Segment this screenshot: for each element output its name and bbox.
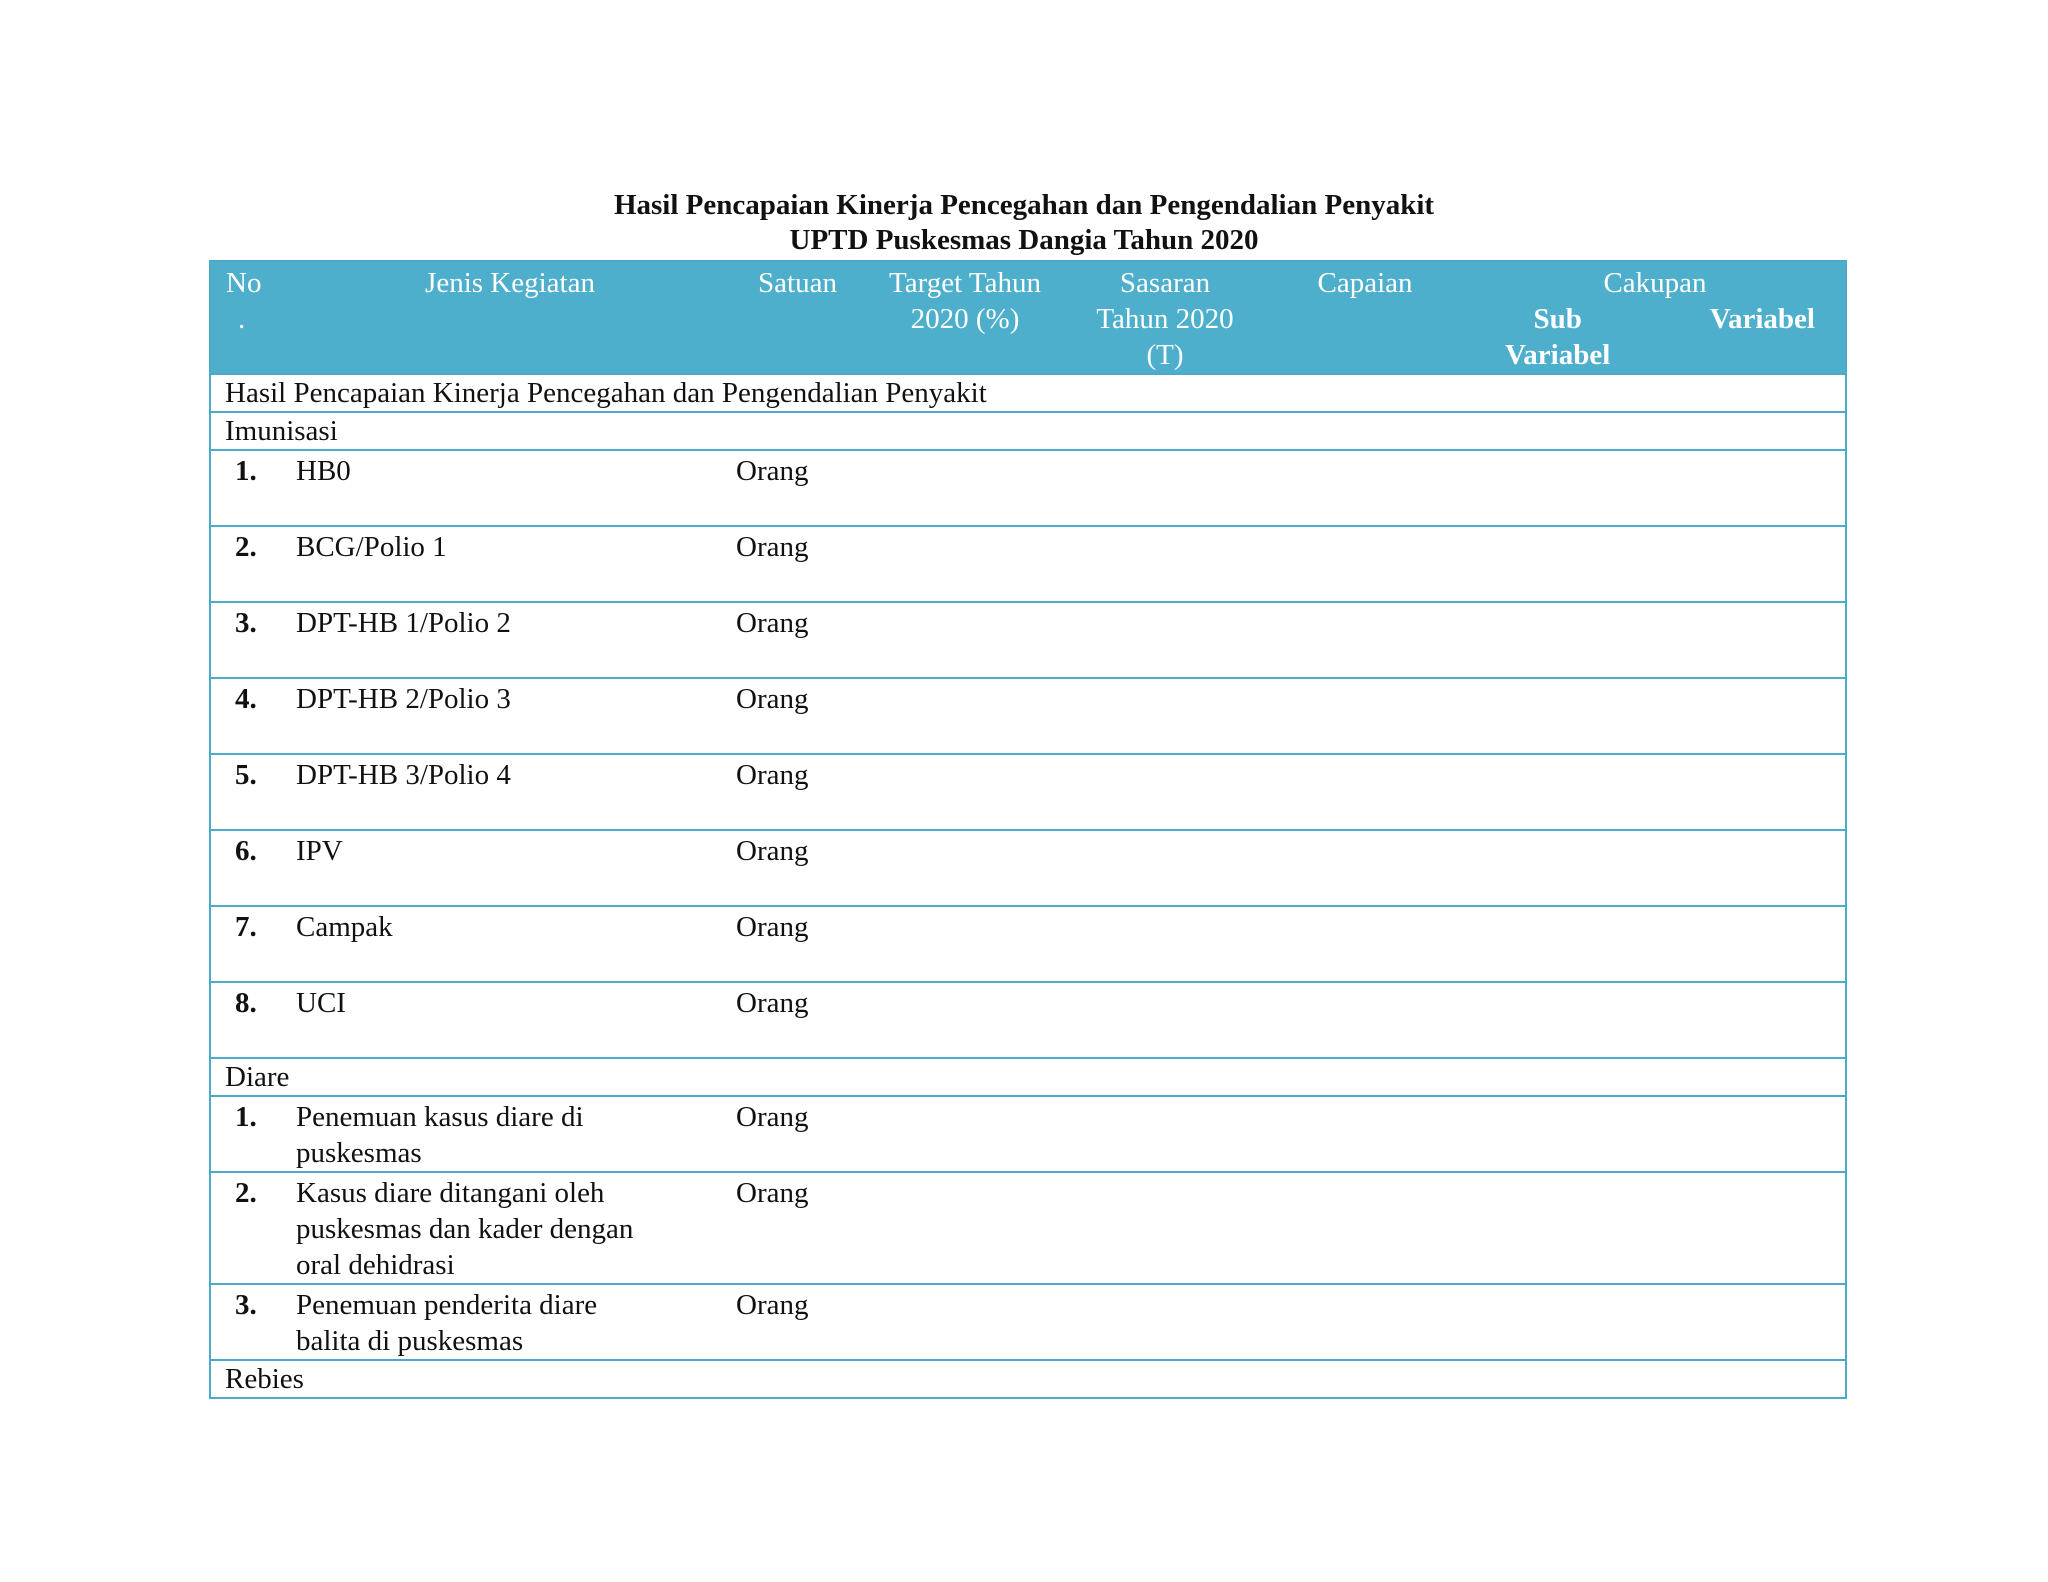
document-title — [0, 188, 2048, 258]
section-row-diare: Diare — [210, 1058, 1846, 1096]
header-variabel: Variabel — [1709, 303, 1815, 335]
table-row: 3. Penemuan penderita diare balita di puskesmas Orang — [210, 1284, 1846, 1360]
title-line-2: UPTD Puskesmas Dangia Tahun 2020 — [789, 224, 1259, 256]
table-row: 1. HB0 Orang — [210, 450, 1846, 526]
table-row: 1. Penemuan kasus diare di puskesmas Orang — [210, 1096, 1846, 1172]
table-header — [210, 261, 1846, 374]
section-row-rebies: Rebies — [210, 1360, 1846, 1398]
table-row: 6. IPV Orang — [210, 830, 1846, 906]
table-row: 2. BCG/Polio 1 Orang — [210, 526, 1846, 602]
header-cakupan: Cakupan Sub Variabel Variabel — [1465, 261, 1846, 374]
table-row: 2. Kasus diare ditangani oleh puskesmas dan kader dengan oral dehidrasi Orang — [210, 1172, 1846, 1284]
header-no: No . — [210, 261, 290, 374]
table-row: 4. DPT-HB 2/Polio 3 Orang — [210, 678, 1846, 754]
title-line-1: Hasil Pencapaian Kinerja Pencegahan dan Pengendalian Penyakit — [613, 189, 1435, 221]
section-row-main: Hasil Pencapaian Kinerja Pencegahan dan Pengendalian Penyakit — [210, 374, 1846, 412]
table-row: 7. Campak Orang — [210, 906, 1846, 982]
table-row: 3. DPT-HB 1/Polio 2 Orang — [210, 602, 1846, 678]
header-capaian: Capaian — [1265, 261, 1465, 374]
table-row: 5. DPT-HB 3/Polio 4 Orang — [210, 754, 1846, 830]
header-satuan: Satuan — [730, 261, 865, 374]
table-row: 8. UCI Orang — [210, 982, 1846, 1058]
header-jenis-kegiatan: Jenis Kegiatan — [290, 261, 730, 374]
header-sasaran: Sasaran Tahun 2020 (T) — [1065, 261, 1265, 374]
header-sub-variabel: Sub Variabel — [1505, 303, 1611, 371]
header-target: Target Tahun 2020 (%) — [865, 261, 1065, 374]
section-row-imunisasi: Imunisasi — [210, 412, 1846, 450]
performance-table — [209, 260, 1847, 1399]
